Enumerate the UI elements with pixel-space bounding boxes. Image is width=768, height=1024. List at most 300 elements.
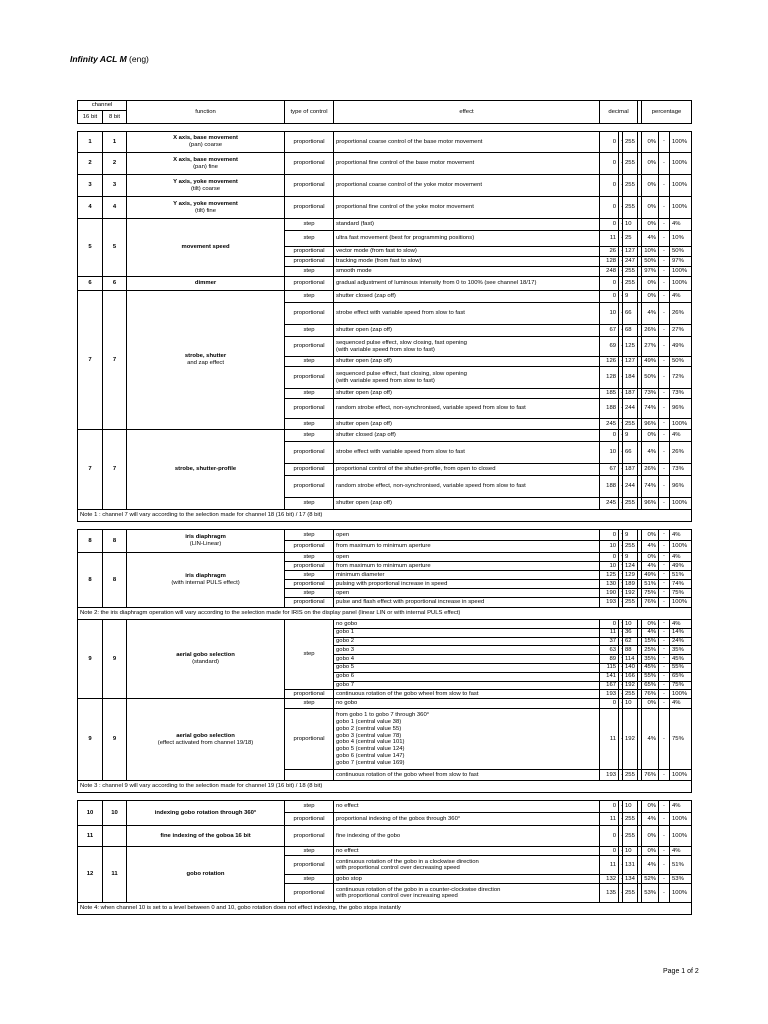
decimal-from: 135: [600, 884, 619, 903]
effect-description: continuous rotation of the gobo in a counter-clockwise direction with proportional control over increasing speed: [334, 884, 600, 903]
decimal-to: 255: [623, 541, 638, 553]
decimal-from: 245: [600, 498, 619, 510]
decimal-from: 188: [600, 399, 619, 419]
decimal-from: 0: [600, 291, 619, 303]
decimal-dash: -: [619, 637, 623, 646]
decimal-to: 192: [623, 589, 638, 598]
decimal-header: decimal: [600, 101, 638, 124]
percent-dash: -: [659, 175, 670, 197]
channel-8bit: 6: [103, 277, 127, 291]
percent-dash: -: [659, 875, 670, 884]
percent-to: 100%: [670, 132, 692, 153]
channel-row: [78, 132, 692, 153]
decimal-dash: -: [619, 681, 623, 690]
decimal-to: 10: [623, 699, 638, 709]
bit8-header: 8 bit: [103, 111, 127, 124]
effect-description: shutter open (zap off): [334, 325, 600, 337]
percent-to: 96%: [670, 399, 692, 419]
control-type: step: [285, 530, 334, 541]
percent-from: 4%: [642, 709, 659, 770]
note-text: Note 3 : channel 9 will vary according to the selection made for channel 19 (16 bit) / 18 (8 bit): [78, 781, 692, 793]
decimal-to: 255: [623, 277, 638, 291]
effect-description: shutter open (zap off): [334, 357, 600, 367]
percent-to: 4%: [670, 699, 692, 709]
channel-16bit: 12: [78, 847, 103, 903]
percent-dash: -: [659, 562, 670, 571]
percent-from: 0%: [642, 826, 659, 847]
percent-dash: -: [659, 672, 670, 681]
percentage-header: percentage: [642, 101, 692, 124]
function-name: strobe, shutter: [184, 353, 227, 360]
decimal-dash: -: [619, 197, 623, 219]
percent-dash: -: [659, 681, 670, 690]
percent-to: 100%: [670, 498, 692, 510]
percent-from: 0%: [642, 699, 659, 709]
percent-dash: -: [659, 847, 670, 856]
decimal-dash: -: [619, 672, 623, 681]
percent-dash: -: [659, 132, 670, 153]
channel-header: channel: [78, 101, 127, 111]
decimal-from: 11: [600, 856, 619, 875]
percent-from: 0%: [642, 197, 659, 219]
decimal-from: 37: [600, 637, 619, 646]
decimal-from: 67: [600, 325, 619, 337]
function-cell: [127, 826, 285, 847]
channel-8bit: [103, 826, 127, 847]
percent-from: 74%: [642, 476, 659, 498]
decimal-to: 255: [623, 498, 638, 510]
decimal-to: 187: [623, 464, 638, 476]
percent-dash: -: [659, 389, 670, 399]
percent-to: 45%: [670, 655, 692, 664]
decimal-dash: -: [619, 389, 623, 399]
percent-to: 50%: [670, 357, 692, 367]
percent-to: 74%: [670, 580, 692, 589]
percent-to: 100%: [670, 690, 692, 699]
control-type: proportional: [285, 303, 334, 325]
effect-description: gobo stop: [334, 875, 600, 884]
document-title: [70, 54, 149, 64]
effect-description: strobe effect with variable speed from slow to fast: [334, 442, 600, 464]
decimal-dash: -: [619, 464, 623, 476]
function-name: aerial gobo selection: [176, 733, 235, 740]
channel-16bit: 6: [78, 277, 103, 291]
decimal-dash: -: [619, 875, 623, 884]
function-name: Y axis, yoke movement: [173, 178, 238, 185]
channel-16bit: 7: [78, 430, 103, 510]
percent-to: 49%: [670, 562, 692, 571]
decimal-dash: -: [619, 219, 623, 231]
percent-dash: -: [659, 430, 670, 442]
decimal-from: 248: [600, 267, 619, 277]
percent-to: 72%: [670, 367, 692, 389]
decimal-to: 127: [623, 357, 638, 367]
channel-row: [78, 826, 692, 847]
decimal-to: 192: [623, 681, 638, 690]
percent-dash: -: [659, 357, 670, 367]
percent-from: 0%: [642, 430, 659, 442]
decimal-from: 185: [600, 389, 619, 399]
percent-to: 100%: [670, 884, 692, 903]
percent-dash: -: [659, 277, 670, 291]
effect-description: sequenced pulse effect, slow closing, fast opening (with variable speed from slow to fast): [334, 337, 600, 357]
decimal-to: 255: [623, 598, 638, 608]
decimal-dash: -: [619, 856, 623, 875]
channel-subrow: [78, 699, 692, 709]
decimal-from: 130: [600, 580, 619, 589]
channel-subrow: [78, 430, 692, 442]
decimal-from: 193: [600, 690, 619, 699]
control-type: step: [285, 571, 334, 580]
control-type: proportional: [285, 813, 334, 826]
percent-from: 4%: [642, 541, 659, 553]
effect-description: smooth mode: [334, 267, 600, 277]
effect-description: proportional fine control of the base motor movement: [334, 153, 600, 175]
decimal-to: 10: [623, 847, 638, 856]
percent-from: 0%: [642, 620, 659, 629]
decimal-from: 132: [600, 875, 619, 884]
decimal-dash: -: [619, 337, 623, 357]
percent-from: 49%: [642, 571, 659, 580]
effect-description: continuous rotation of the gobo wheel from slow to fast: [334, 690, 600, 699]
percent-to: 27%: [670, 325, 692, 337]
function-name: movement speed: [181, 244, 230, 251]
percent-to: 26%: [670, 303, 692, 325]
decimal-from: 141: [600, 672, 619, 681]
percent-to: 4%: [670, 530, 692, 541]
control-type: step: [285, 620, 334, 690]
decimal-dash: -: [619, 430, 623, 442]
decimal-dash: -: [619, 628, 623, 637]
decimal-dash: -: [619, 801, 623, 813]
percent-from: 53%: [642, 884, 659, 903]
percent-dash: -: [659, 598, 670, 608]
control-type: step: [285, 801, 334, 813]
effect-description: ultra fast movement (best for programming positions): [334, 231, 600, 247]
percent-from: 55%: [642, 672, 659, 681]
decimal-to: 255: [623, 153, 638, 175]
decimal-from: 188: [600, 476, 619, 498]
percent-dash: -: [659, 153, 670, 175]
channel-subrow: [78, 801, 692, 813]
percent-to: 75%: [670, 681, 692, 690]
percent-from: 0%: [642, 291, 659, 303]
percent-dash: -: [659, 267, 670, 277]
spacer-cell: [78, 793, 692, 801]
percent-dash: -: [659, 530, 670, 541]
channel-8bit: 9: [103, 699, 127, 781]
percent-to: 65%: [670, 672, 692, 681]
effect-description: shutter closed (zap off): [334, 291, 600, 303]
percent-from: 73%: [642, 389, 659, 399]
percent-dash: -: [659, 655, 670, 664]
decimal-to: 10: [623, 219, 638, 231]
channel-8bit: 3: [103, 175, 127, 197]
effect-description: gobo 3: [334, 646, 600, 655]
control-type: step: [285, 267, 334, 277]
decimal-from: 0: [600, 826, 619, 847]
header-row: [78, 101, 692, 111]
effect-description: proportional control of the shutter-profile, from open to closed: [334, 464, 600, 476]
decimal-to: 247: [623, 257, 638, 267]
decimal-from: 115: [600, 663, 619, 672]
function-name: Y axis, yoke movement: [173, 200, 238, 207]
percent-dash: -: [659, 709, 670, 770]
effect-description: gobo 1: [334, 628, 600, 637]
decimal-from: 0: [600, 847, 619, 856]
control-type: proportional: [285, 476, 334, 498]
percent-from: 97%: [642, 267, 659, 277]
effect-description: open: [334, 553, 600, 562]
percent-to: 4%: [670, 847, 692, 856]
percent-from: 0%: [642, 530, 659, 541]
channel-8bit: 8: [103, 553, 127, 608]
function-subtitle: (tilt) fine: [195, 207, 216, 214]
effect-description: sequenced pulse effect, fast closing, slow opening (with variable speed from slow to fast): [334, 367, 600, 389]
decimal-to: 255: [623, 267, 638, 277]
decimal-to: 9: [623, 291, 638, 303]
percent-from: 65%: [642, 681, 659, 690]
function-name: aerial gobo selection: [176, 652, 235, 659]
control-type: step: [285, 219, 334, 231]
decimal-dash: -: [619, 357, 623, 367]
decimal-dash: -: [619, 699, 623, 709]
function-cell: [127, 219, 285, 277]
effect-description: proportional indexing of the gobos through 360°: [334, 813, 600, 826]
spacer-cell: [78, 124, 692, 132]
channel-subrow: [78, 620, 692, 629]
control-type: proportional: [285, 562, 334, 571]
function-cell: [127, 801, 285, 826]
decimal-from: 63: [600, 646, 619, 655]
decimal-dash: -: [619, 277, 623, 291]
function-cell: [127, 153, 285, 175]
control-type: proportional: [285, 247, 334, 257]
decimal-from: 0: [600, 277, 619, 291]
channel-16bit: 8: [78, 530, 103, 553]
effect-description: fine indexing of the gobo: [334, 826, 600, 847]
function-cell: [127, 430, 285, 510]
function-subtitle: and zap effect: [187, 360, 224, 366]
percent-from: 26%: [642, 464, 659, 476]
percent-to: 100%: [670, 153, 692, 175]
percent-dash: -: [659, 813, 670, 826]
decimal-to: 66: [623, 303, 638, 325]
percent-from: 75%: [642, 589, 659, 598]
effect-description: random strobe effect, non-synchronised, variable speed from slow to fast: [334, 476, 600, 498]
decimal-dash: -: [619, 580, 623, 589]
percent-to: 96%: [670, 476, 692, 498]
decimal-from: 69: [600, 337, 619, 357]
decimal-from: 0: [600, 553, 619, 562]
language-tag: (eng): [129, 54, 149, 64]
percent-from: 76%: [642, 690, 659, 699]
decimal-to: 66: [623, 442, 638, 464]
function-subtitle: (standard): [192, 659, 219, 666]
control-type: step: [285, 699, 334, 709]
decimal-from: 26: [600, 247, 619, 257]
decimal-to: 134: [623, 875, 638, 884]
percent-from: 15%: [642, 637, 659, 646]
percent-dash: -: [659, 337, 670, 357]
decimal-to: 88: [623, 646, 638, 655]
percent-dash: -: [659, 231, 670, 247]
decimal-from: 167: [600, 681, 619, 690]
control-type: step: [285, 419, 334, 430]
channel-16bit: 8: [78, 553, 103, 608]
decimal-to: 127: [623, 247, 638, 257]
function-subtitle: (pan) fine: [193, 163, 218, 170]
percent-dash: -: [659, 699, 670, 709]
effect-description: gobo 2: [334, 637, 600, 646]
percent-to: 100%: [670, 813, 692, 826]
control-type: step: [285, 430, 334, 442]
control-type: proportional: [285, 856, 334, 875]
decimal-to: 36: [623, 628, 638, 637]
function-cell: [127, 847, 285, 903]
function-cell: [127, 553, 285, 608]
note-row: [78, 608, 692, 620]
percent-to: 4%: [670, 291, 692, 303]
decimal-dash: -: [619, 884, 623, 903]
page-number: Page 1 of 2: [663, 968, 699, 975]
channel-16bit: 11: [78, 826, 103, 847]
decimal-from: 193: [600, 598, 619, 608]
effect-description: no effect: [334, 801, 600, 813]
decimal-from: 0: [600, 175, 619, 197]
channel-16bit: 10: [78, 801, 103, 826]
decimal-dash: -: [619, 442, 623, 464]
decimal-dash: -: [619, 325, 623, 337]
percent-from: 35%: [642, 655, 659, 664]
note-row: [78, 510, 692, 522]
decimal-from: 0: [600, 620, 619, 629]
decimal-dash: -: [619, 541, 623, 553]
percent-dash: -: [659, 476, 670, 498]
function-cell: [127, 277, 285, 291]
decimal-dash: -: [619, 690, 623, 699]
percent-to: 51%: [670, 856, 692, 875]
decimal-from: 10: [600, 303, 619, 325]
effect-description: shutter open (zap off): [334, 498, 600, 510]
decimal-to: 184: [623, 367, 638, 389]
note-text: Note 4: when channel 10 is set to a level between 0 and 10, gobo rotation does not effect indexing, the gobo stops instantly: [78, 903, 692, 915]
percent-to: 73%: [670, 389, 692, 399]
decimal-dash: -: [619, 589, 623, 598]
control-type: step: [285, 847, 334, 856]
decimal-from: 245: [600, 419, 619, 430]
effect-description: from maximum to minimum aperture: [334, 541, 600, 553]
function-header: function: [127, 101, 285, 124]
control-type: proportional: [285, 197, 334, 219]
effect-description: from gobo 1 to gobo 7 through 360° gobo 1 (central value 38) gobo 2 (central value 55) gobo 3 (central value 78) gobo 4 (central value 101) gobo 5 (central value 124) gobo 6 (central value 147) gobo 7 (central value 169): [334, 709, 600, 770]
effect-description: no gobo: [334, 699, 600, 709]
percent-dash: -: [659, 589, 670, 598]
channel-row: [78, 153, 692, 175]
percent-to: 100%: [670, 826, 692, 847]
percent-from: 50%: [642, 257, 659, 267]
percent-dash: -: [659, 325, 670, 337]
note-text: Note 1 : channel 7 will vary according to the selection made for channel 18 (16 bit) / 17 (8 bit): [78, 510, 692, 522]
control-type: proportional: [285, 132, 334, 153]
channel-row: [78, 197, 692, 219]
effect-description: gobo 4: [334, 655, 600, 664]
decimal-to: 255: [623, 826, 638, 847]
percent-from: 96%: [642, 419, 659, 430]
percent-to: 4%: [670, 620, 692, 629]
spacer-row: [78, 522, 692, 530]
channel-8bit: 2: [103, 153, 127, 175]
effect-description: proportional coarse control of the base motor movement: [334, 132, 600, 153]
control-type: step: [285, 875, 334, 884]
decimal-to: 68: [623, 325, 638, 337]
decimal-to: 166: [623, 672, 638, 681]
decimal-from: 0: [600, 530, 619, 541]
effect-description: strobe effect with variable speed from slow to fast: [334, 303, 600, 325]
control-type: proportional: [285, 826, 334, 847]
control-type: proportional: [285, 277, 334, 291]
decimal-from: 0: [600, 430, 619, 442]
percent-to: 73%: [670, 464, 692, 476]
note-text: Note 2: the iris diaphragm operation will vary according to the selection made for IRIS on the display panel (linear LIN or with internal PULS effect): [78, 608, 692, 620]
percent-from: 74%: [642, 399, 659, 419]
percent-from: 0%: [642, 153, 659, 175]
function-name: X axis, base movement: [173, 135, 238, 142]
decimal-dash: -: [619, 553, 623, 562]
function-cell: [127, 530, 285, 553]
percent-to: 53%: [670, 875, 692, 884]
percent-dash: -: [659, 541, 670, 553]
decimal-dash: -: [619, 847, 623, 856]
percent-to: 49%: [670, 337, 692, 357]
decimal-from: 190: [600, 589, 619, 598]
percent-from: 0%: [642, 847, 659, 856]
function-name: X axis, base movement: [173, 156, 238, 163]
control-type: proportional: [285, 337, 334, 357]
product-name: Infinity ACL M: [70, 54, 127, 64]
percent-to: 26%: [670, 442, 692, 464]
percent-dash: -: [659, 442, 670, 464]
effect-description: gradual adjustment of luminous intensity from 0 to 100% (see channel 18/17): [334, 277, 600, 291]
function-name: strobe, shutter-profile: [174, 466, 237, 473]
channel-8bit: 7: [103, 291, 127, 430]
decimal-from: 126: [600, 357, 619, 367]
effect-description: open: [334, 530, 600, 541]
function-cell: [127, 699, 285, 781]
function-name: dimmer: [194, 280, 217, 287]
decimal-dash: -: [619, 562, 623, 571]
percent-to: 24%: [670, 637, 692, 646]
function-cell: [127, 175, 285, 197]
percent-dash: -: [659, 646, 670, 655]
decimal-from: 10: [600, 562, 619, 571]
spacer-row: [78, 793, 692, 801]
effect-description: standard (fast): [334, 219, 600, 231]
percent-to: 100%: [670, 197, 692, 219]
percent-to: 100%: [670, 598, 692, 608]
control-type: step: [285, 291, 334, 303]
function-cell: [127, 620, 285, 699]
channel-8bit: 11: [103, 847, 127, 903]
percent-dash: -: [659, 770, 670, 781]
percent-from: 4%: [642, 856, 659, 875]
decimal-to: 192: [623, 709, 638, 770]
percent-from: 4%: [642, 442, 659, 464]
channel-8bit: 8: [103, 530, 127, 553]
decimal-from: 67: [600, 464, 619, 476]
effect-description: continuous rotation of the gobo in a clockwise direction with proportional control over decreasing speed: [334, 856, 600, 875]
effect-description: gobo 5: [334, 663, 600, 672]
